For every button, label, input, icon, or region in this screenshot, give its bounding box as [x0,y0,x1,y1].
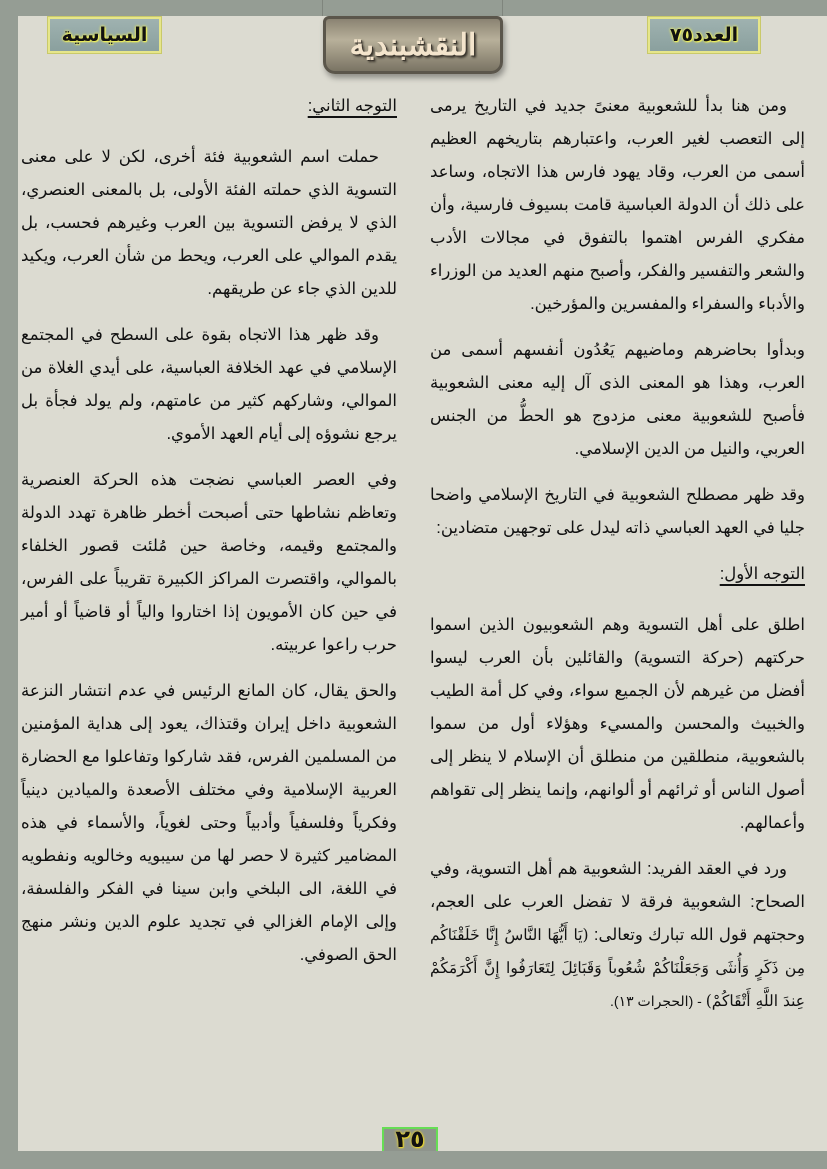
page-number: ٢٥ [395,1125,425,1153]
paragraph: اطلق على أهل التسوية وهم الشعوبيون الذين اسموا حركتهم (حركة التسوية) والقائلين بأن العرب ليسوا أفضل من غيرهم لأن الجميع سواء، وفي كل أمة الطيب والخبيث والمحسن والمسيء وهؤلاء أول من سموا بالشعوبية، منطلقين من منطلق أن الإسلام لا ينظر إلى أصول الناس أو ثرائهم أو ألوانهم، وإنما ينظر إلى تقواهم وأعمالهم. [430,616,805,832]
verse-reference: - (الحجرات ١٣). [610,993,706,1009]
section-label: السياسية [61,24,148,46]
paragraph: وقد ظهر هذا الاتجاه بقوة على السطح في المجتمع الإسلامي في عهد الخلافة العباسية، على أيدي الغلاة من الموالي، وشاركهم كثير من عامتهم، ولم يولد فجأة بل يرجع نشوؤه إلى أيام العهد الأموي. [21,326,397,443]
logo-hanger-right [502,0,503,16]
issue-label: العدد٧٥ [669,24,739,46]
logo-text: النقشبندية [349,27,477,63]
paragraph: وبدأوا بحاضرهم وماضيهم يَعُدُون أنفسهم أسمى من العرب، وهذا هو المعنى الذى آل إليه معنى الشعوبية فأصبح للشعوبية معنى مزدوج هو الحطُّ من الجنس العربي، والنيل من الدين الإسلامي. [430,341,805,458]
right-column [430,90,805,1031]
paragraph: وفي العصر العباسي نضجت هذه الحركة العنصرية وتعاظم نشاطها حتى أصبحت أخطر ظاهرة تهدد الدولة والمجتمع وقيمه، وخاصة حين مُلئت قصور الخلفاء بالموالي، واقتصرت المراكز الكبيرة تقريباً على الفرس، في حين كان الأمويون إذا اختاروا والياً أو قاضياً أو أمير حرب راعوا عربيته. [21,471,397,654]
paragraph: حملت اسم الشعوبية فئة أخرى، لكن لا على معنى التسوية الذي حملته الفئة الأولى، بل بالمعنى العنصري، الذي لا يرفض التسوية بين العرب وغيرهم فحسب، بل يقدم الموالي على العرب، ويحط من شأن العرب، ويكيد للدين الذي جاء عن طريقهم. [21,148,397,298]
paragraph: ومن هنا بدأ للشعوبية معنىً جديد في التاريخ يرمى إلى التعصب لغير العرب، واعتبارهم بتاريخهم العظيم أسمى من العرب، وقاد يهود فارس هذا الاتجاه، وساعد على ذلك أن الدولة العباسية قامت بسيوف فارسية، وأن مفكري الفرس اهتموا بالتفوق في مجالات الأدب والشعر والتفسير والفكر، وأصبح منهم العديد من الوزراء والأدباء والسفراء والمفسرين والمؤرخين. [430,97,805,313]
page-number-badge [382,1127,438,1151]
paragraph-with-quote [430,853,805,1018]
paragraph: وقد ظهر مصطلح الشعوبية في التاريخ الإسلامي واضحا جليا في العهد العباسي ذاته ليدل على توجهين متضادين: [430,486,805,537]
section-heading: التوجه الثاني: [307,97,397,115]
left-column [21,90,397,985]
paragraph: والحق يقال، كان المانع الرئيس في عدم انتشار النزعة الشعوبية داخل إيران وقتذاك، يعود إلى هداية المؤمنين من المسلمين الفرس، فقد شاركوا وتفاعلوا مع الحضارة العربية الإسلامية وفي مختلف الأصعدة والميادين دينياً وفكرياً وفلسفياً وأدبياً وحتى لغوياً، والأسماء في هذه المضامير كثيرة لا حصر لها من سيبويه وخالويه ونفطويه في اللغة، الى البلخي وابن سينا في الفكر والفلسفة، وإلى الإمام الغزالي في تجديد علوم الدين ونشر منهج الحق الصوفي. [21,682,397,964]
section-heading: التوجه الأول: [719,565,805,583]
quran-verse: (يَا أَيُّهَا النَّاسُ إِنَّا خَلَقْنَاكُم مِن ذَكَرٍ وَأُنثَى وَجَعَلْنَاكُمْ شُعُوباً وَقَبَائِلَ لِتَعَارَفُوا إِنَّ أَكْرَمَكُمْ عِندَ اللَّهِ أَتْقَاكُمْ) [430,926,805,1010]
logo-hanger-left [322,0,323,16]
issue-badge [648,17,760,53]
paragraph-intro: ورد في العقد الفريد: الشعوبية هم أهل التسوية، وفي الصحاح: الشعوبية فرقة لا تفضل العرب على العجم، وحجتهم قول الله تبارك وتعالى: [430,860,805,944]
section-badge [48,17,161,53]
magazine-logo [323,16,503,74]
